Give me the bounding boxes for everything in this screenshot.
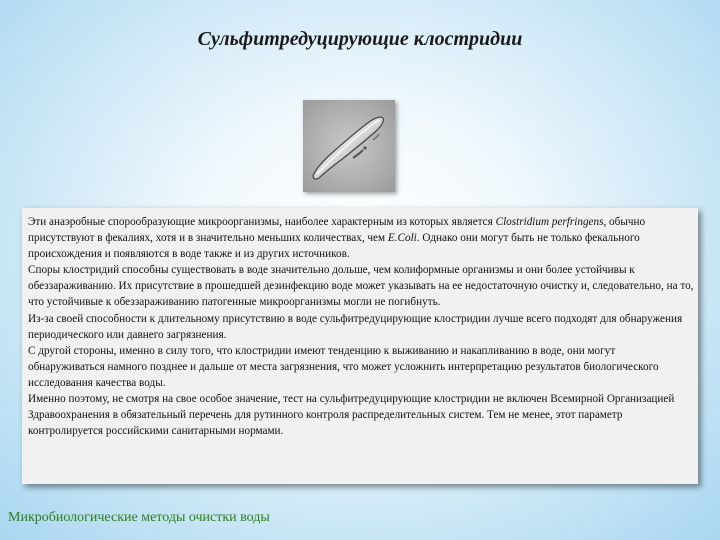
bacterium-image: [303, 100, 395, 192]
ecoli-name: E.Coli: [387, 232, 417, 245]
paragraph-1-text-end: . Однако они могут быть не только фекального происхождения и появляются в воде также и из других источников.: [28, 232, 640, 261]
paragraph-4: С другой стороны, именно в силу того, что клостридии имеют тенденцию к выживанию и накапливанию в воде, они могут обнаруживаться намного позднее и дальше от места загрязнения, что может усложнить интерпретацию результатов биологического исследования качества воды.: [28, 344, 659, 389]
paragraph-3: Из-за своей способности к длительному присутствию в воде сульфитредуцирующие клостридии лучше всего подходят для обнаружения периодического или давнего загрязнения.: [28, 312, 683, 341]
bacterium-micrograph: [303, 100, 395, 192]
species-name: Clostridium perfringens: [495, 216, 604, 228]
footer-caption: Микробиологические методы очистки воды: [8, 510, 270, 525]
paragraph-5: Именно поэтому, не смотря на свое особое значение, тест на сульфитредуцирующие клостридии не включен Всемирной Организацией Здравоохранения в обязательный перечень для рутинного контроля распределительных систем. Тем не менее, этот параметр контролируется российскими санитарными нормами.: [28, 393, 675, 438]
description-text: [28, 214, 694, 439]
paragraph-2: Споры клостридий способны существовать в воде значительно дольше, чем колиформные организмы и они более устойчивы к обеззараживанию. Их присутствие в прошедшей дезинфекцию воде может указывать на ее недостаточную очистку и, следовательно, на то, что устойчивые к обеззараживанию патогенные микроорганизмы могли не погибнуть.: [28, 264, 694, 309]
paragraph-1-text: Эти анаэробные спорообразующие микроорганизмы, наиболее характерным из которых является: [28, 216, 496, 228]
slide-title: Сульфитредуцирующие клостридии: [197, 28, 523, 50]
paragraph-1: [28, 214, 694, 262]
paragraph-1-text-cont: , обычно присутствуют в фекалиях, хотя и в значительно меньших количествах, чем: [28, 216, 646, 245]
